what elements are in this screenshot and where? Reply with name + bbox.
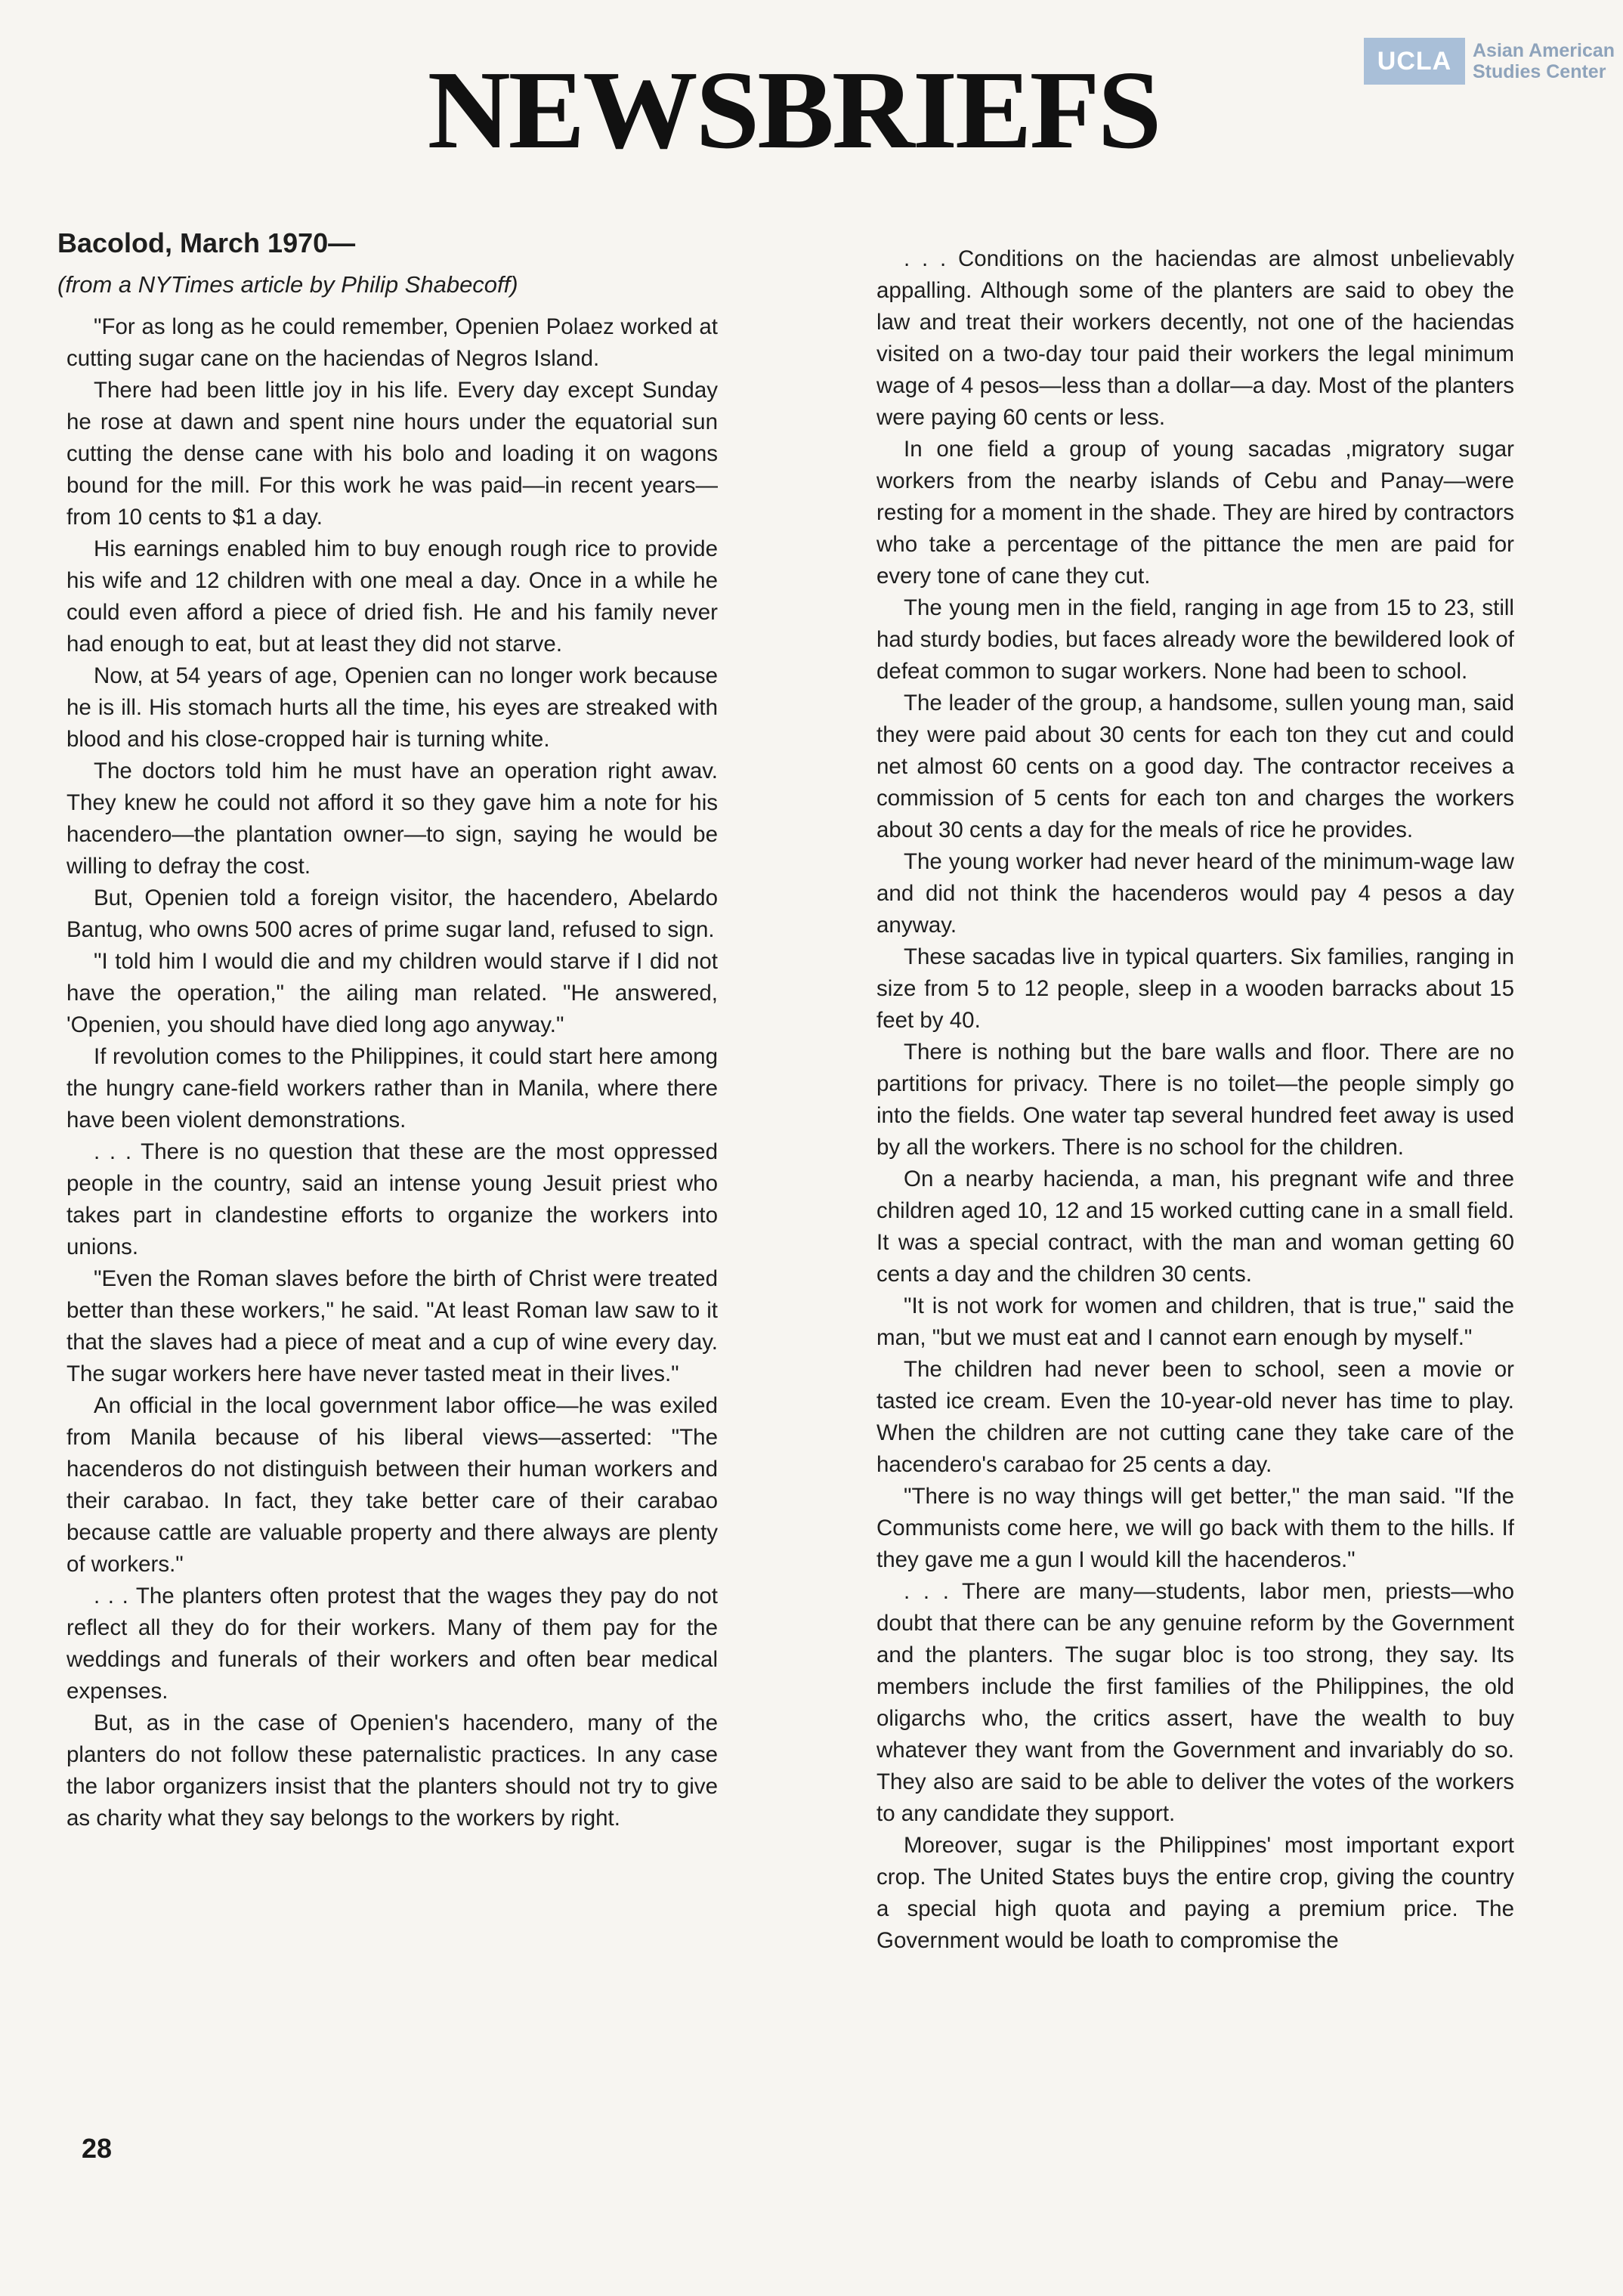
- paragraph: These sacadas live in typical quarters. Six families, ranging in size from 5 to 12 people, sleep in a wooden barracks about 15 feet by 40.: [876, 944, 1514, 1033]
- masthead-title: NEWSBRIEFS: [427, 48, 1160, 172]
- paragraph: . . . There is no question that these are the most oppressed people in the country, said an intense young Jesuit priest who takes part in clandestine efforts to organize the workers into unions.: [66, 1139, 718, 1259]
- paragraph: . . . The planters often protest that the wages they pay do not reflect all they do for their workers. Many of them pay for the weddings and funerals of their workers and often bear medical expenses.: [66, 1584, 718, 1704]
- paragraph: The young worker had never heard of the minimum-wage law and did not think the hacenderos would pay 4 pesos a day anyway.: [876, 849, 1514, 938]
- paragraph: There is nothing but the bare walls and floor. There are no partitions for privacy. There is no toilet—the people simply go into the fields. One water tap several hundred feet away is used by all the workers. There is no school for the children.: [876, 1040, 1514, 1160]
- paragraph: But, Openien told a foreign visitor, the hacendero, Abelardo Bantug, who owns 500 acres of prime sugar land, refused to sign.: [66, 885, 718, 942]
- paragraph: On a nearby hacienda, a man, his pregnant wife and three children aged 10, 12 and 15 worked cutting cane in a small field. It was a special contract, with the man and woman getting 60 cents a day and the children 30 cents.: [876, 1167, 1514, 1287]
- paragraph: There had been little joy in his life. Every day except Sunday he rose at dawn and spent nine hours under the equatorial sun cutting the dense cane with his bolo and loading it on wagons bound for the mill. For this work he was paid—in recent years—from 10 cents to $1 a day.: [66, 378, 718, 530]
- ucla-org-line2: Studies Center: [1473, 61, 1606, 82]
- paragraph: "For as long as he could remember, Openien Polaez worked at cutting sugar cane on the haciendas of Negros Island.: [66, 314, 718, 371]
- ucla-org-line1: Asian American: [1473, 40, 1615, 61]
- article-dateline: Bacolod, March 1970—: [57, 227, 356, 258]
- paragraph: An official in the local government labor office—he was exiled from Manila because of his liberal views—asserted: "The hacenderos do not distinguish between their human workers and their carabao. In fact, they take better care of their carabao because cattle are valuable property and there always are plenty of workers.": [66, 1393, 718, 1577]
- paragraph: The doctors told him he must have an operation right awav. They knew he could not afford it so they gave him a note for his hacendero—the plantation owner—to sign, saying he would be willing to defray the cost.: [66, 759, 718, 879]
- left-column: [57, 227, 718, 1834]
- paragraph: . . . Conditions on the haciendas are almost unbelievably appalling. Although some of the planters are said to obey the law and treat their workers decently, not one of the haciendas visited on a two-day tour paid their workers the legal minimum wage of 4 pesos—less than a dollar—a day. Most of the planters were paying 60 cents or less.: [876, 246, 1514, 430]
- paragraph: In one field a group of young sacadas ,migratory sugar workers from the nearby islands of Cebu and Panay—were resting for a moment in the shade. They are hired by contractors who take a percentage of the pittance the men are paid for every tone of cane they cut.: [876, 437, 1514, 589]
- paragraph: The young men in the field, ranging in age from 15 to 23, still had sturdy bodies, but faces already wore the bewildered look of defeat common to sugar workers. None had been to school.: [876, 595, 1514, 684]
- ucla-watermark-logo: [1364, 38, 1615, 85]
- paragraph: . . . There are many—students, labor men, priests—who doubt that there can be any genuine reform by the Government and the planters. The sugar bloc is too strong, they say. Its members include the first families of the Philippines, the old oligarchs who, the critics assert, have the wealth to buy whatever they want from the Government and invariably do so. They also are said to be able to deliver the votes of the workers to any candidate they support.: [876, 1579, 1514, 1826]
- paragraph: Moreover, sugar is the Philippines' most important export crop. The United States buys the entire crop, giving the country a special high quota and paying a premium price. The Government would be loath to compromise the: [876, 1833, 1514, 1953]
- ucla-logo-box: UCLA: [1364, 38, 1465, 85]
- page-number: 28: [82, 2133, 113, 2164]
- paragraph: "It is not work for women and children, that is true," said the man, "but we must eat and I cannot earn enough by myself.": [876, 1293, 1514, 1350]
- paragraph: Now, at 54 years of age, Openien can no longer work because he is ill. His stomach hurts all the time, his eyes are streaked with blood and his close-cropped hair is turning white.: [66, 663, 718, 752]
- paragraph: But, as in the case of Openien's hacendero, many of the planters do not follow these paternalistic practices. In any case the labor organizers insist that the planters should not try to give as charity what they say belongs to the workers by right.: [66, 1710, 718, 1831]
- article-byline: (from a NYTimes article by Philip Shabecoff): [57, 271, 518, 298]
- right-column: [876, 243, 1514, 1957]
- paragraph: The children had never been to school, seen a movie or tasted ice cream. Even the 10-year-old never has time to play. When the children are not cutting cane they take care of the hacendero's carabao for 25 cents a day.: [876, 1357, 1514, 1477]
- paragraph: The leader of the group, a handsome, sullen young man, said they were paid about 30 cents for each ton they cut and could net almost 60 cents on a good day. The contractor receives a commission of 5 cents for each ton and charges the workers about 30 cents a day for the meals of rice he provides.: [876, 691, 1514, 842]
- paragraph: "There is no way things will get better," the man said. "If the Communists come here, we will go back with them to the hills. If they gave me a gun I would kill the hacenderos.": [876, 1484, 1514, 1572]
- paragraph: "I told him I would die and my children would starve if I did not have the operation," the ailing man related. "He answered, 'Openien, you should have died long ago anyway.": [66, 949, 718, 1037]
- paragraph: If revolution comes to the Philippines, it could start here among the hungry cane-field workers rather than in Manila, where there have been violent demonstrations.: [66, 1044, 718, 1133]
- ucla-org-name: [1473, 40, 1615, 82]
- paragraph: His earnings enabled him to buy enough rough rice to provide his wife and 12 children with one meal a day. Once in a while he could even afford a piece of dried fish. He and his family never had enough to eat, but at least they did not starve.: [66, 536, 718, 657]
- paragraph: "Even the Roman slaves before the birth of Christ were treated better than these workers," he said. "At least Roman law saw to it that the slaves had a piece of meat and a cup of wine every day. The sugar workers here have never tasted meat in their lives.": [66, 1266, 718, 1386]
